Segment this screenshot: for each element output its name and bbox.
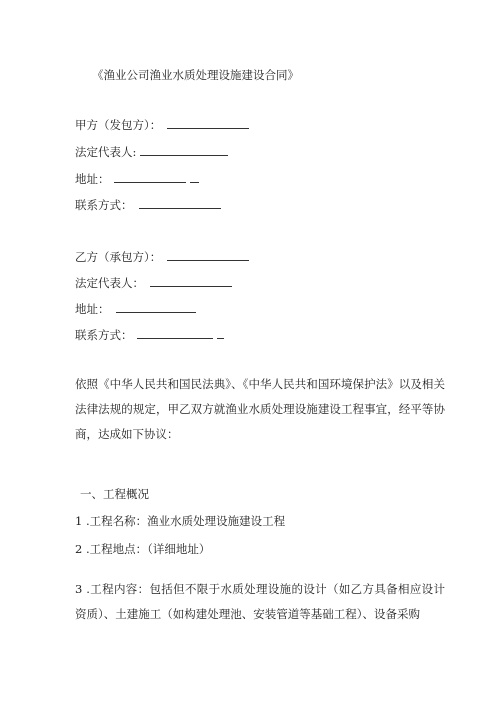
party-b-contact-blank [137,327,213,339]
document-title: 《渔业公司渔业水质处理设施建设合同》 [92,68,299,82]
preamble-paragraph: 依照《中华人民共和国民法典》、《中华人民共和国环境保护法》以及相关法律法规的规定，甲乙双方就渔业水质处理设施建设工程事宜，经平等协商，达成如下协议： [75,377,445,441]
party-a-rep-blank [140,144,228,156]
party-b-contact-row [75,327,224,343]
party-b-rep-label: 法定代表人： [75,276,144,290]
item-project-content: 3 .工程内容：包括但不限于水质处理设施的设计（如乙方具备相应设计资质）、土建施工（如构建处理池、安装管道等基础工程）、设备采购 [75,582,445,621]
party-a-contact-label: 联系方式： [75,198,133,212]
party-a-rep-label: 法定代表人: [75,145,137,159]
party-a-label: 甲方（发包方）： [75,118,162,132]
party-b-label: 乙方（承包方）： [75,250,162,264]
party-a-blank [167,117,249,129]
party-a-address-blank [114,171,186,183]
party-b-address-blank [116,301,196,313]
party-a-contact-blank [139,197,221,209]
party-a-address-blank-short [190,171,199,183]
party-a-row [75,117,249,133]
party-b-rep-blank [150,275,232,287]
party-b-address-row [75,301,196,317]
section-heading: 一、工程概况 [80,487,149,501]
party-a-address-row [75,171,199,187]
party-b-address-label: 地址： [75,302,110,316]
party-b-contact-label: 联系方式： [75,328,133,342]
item-project-name: 1 .工程名称：渔业水质处理设施建设工程 [75,514,286,528]
party-a-address-label: 地址： [75,172,110,186]
item-project-location: 2 .工程地点：（详细地址） [75,542,211,556]
party-a-rep-row [75,144,228,160]
party-b-rep-row [75,275,232,291]
party-b-blank [167,249,249,261]
party-b-row [75,249,249,265]
party-b-contact-blank-short [217,327,224,339]
party-a-contact-row [75,197,221,213]
